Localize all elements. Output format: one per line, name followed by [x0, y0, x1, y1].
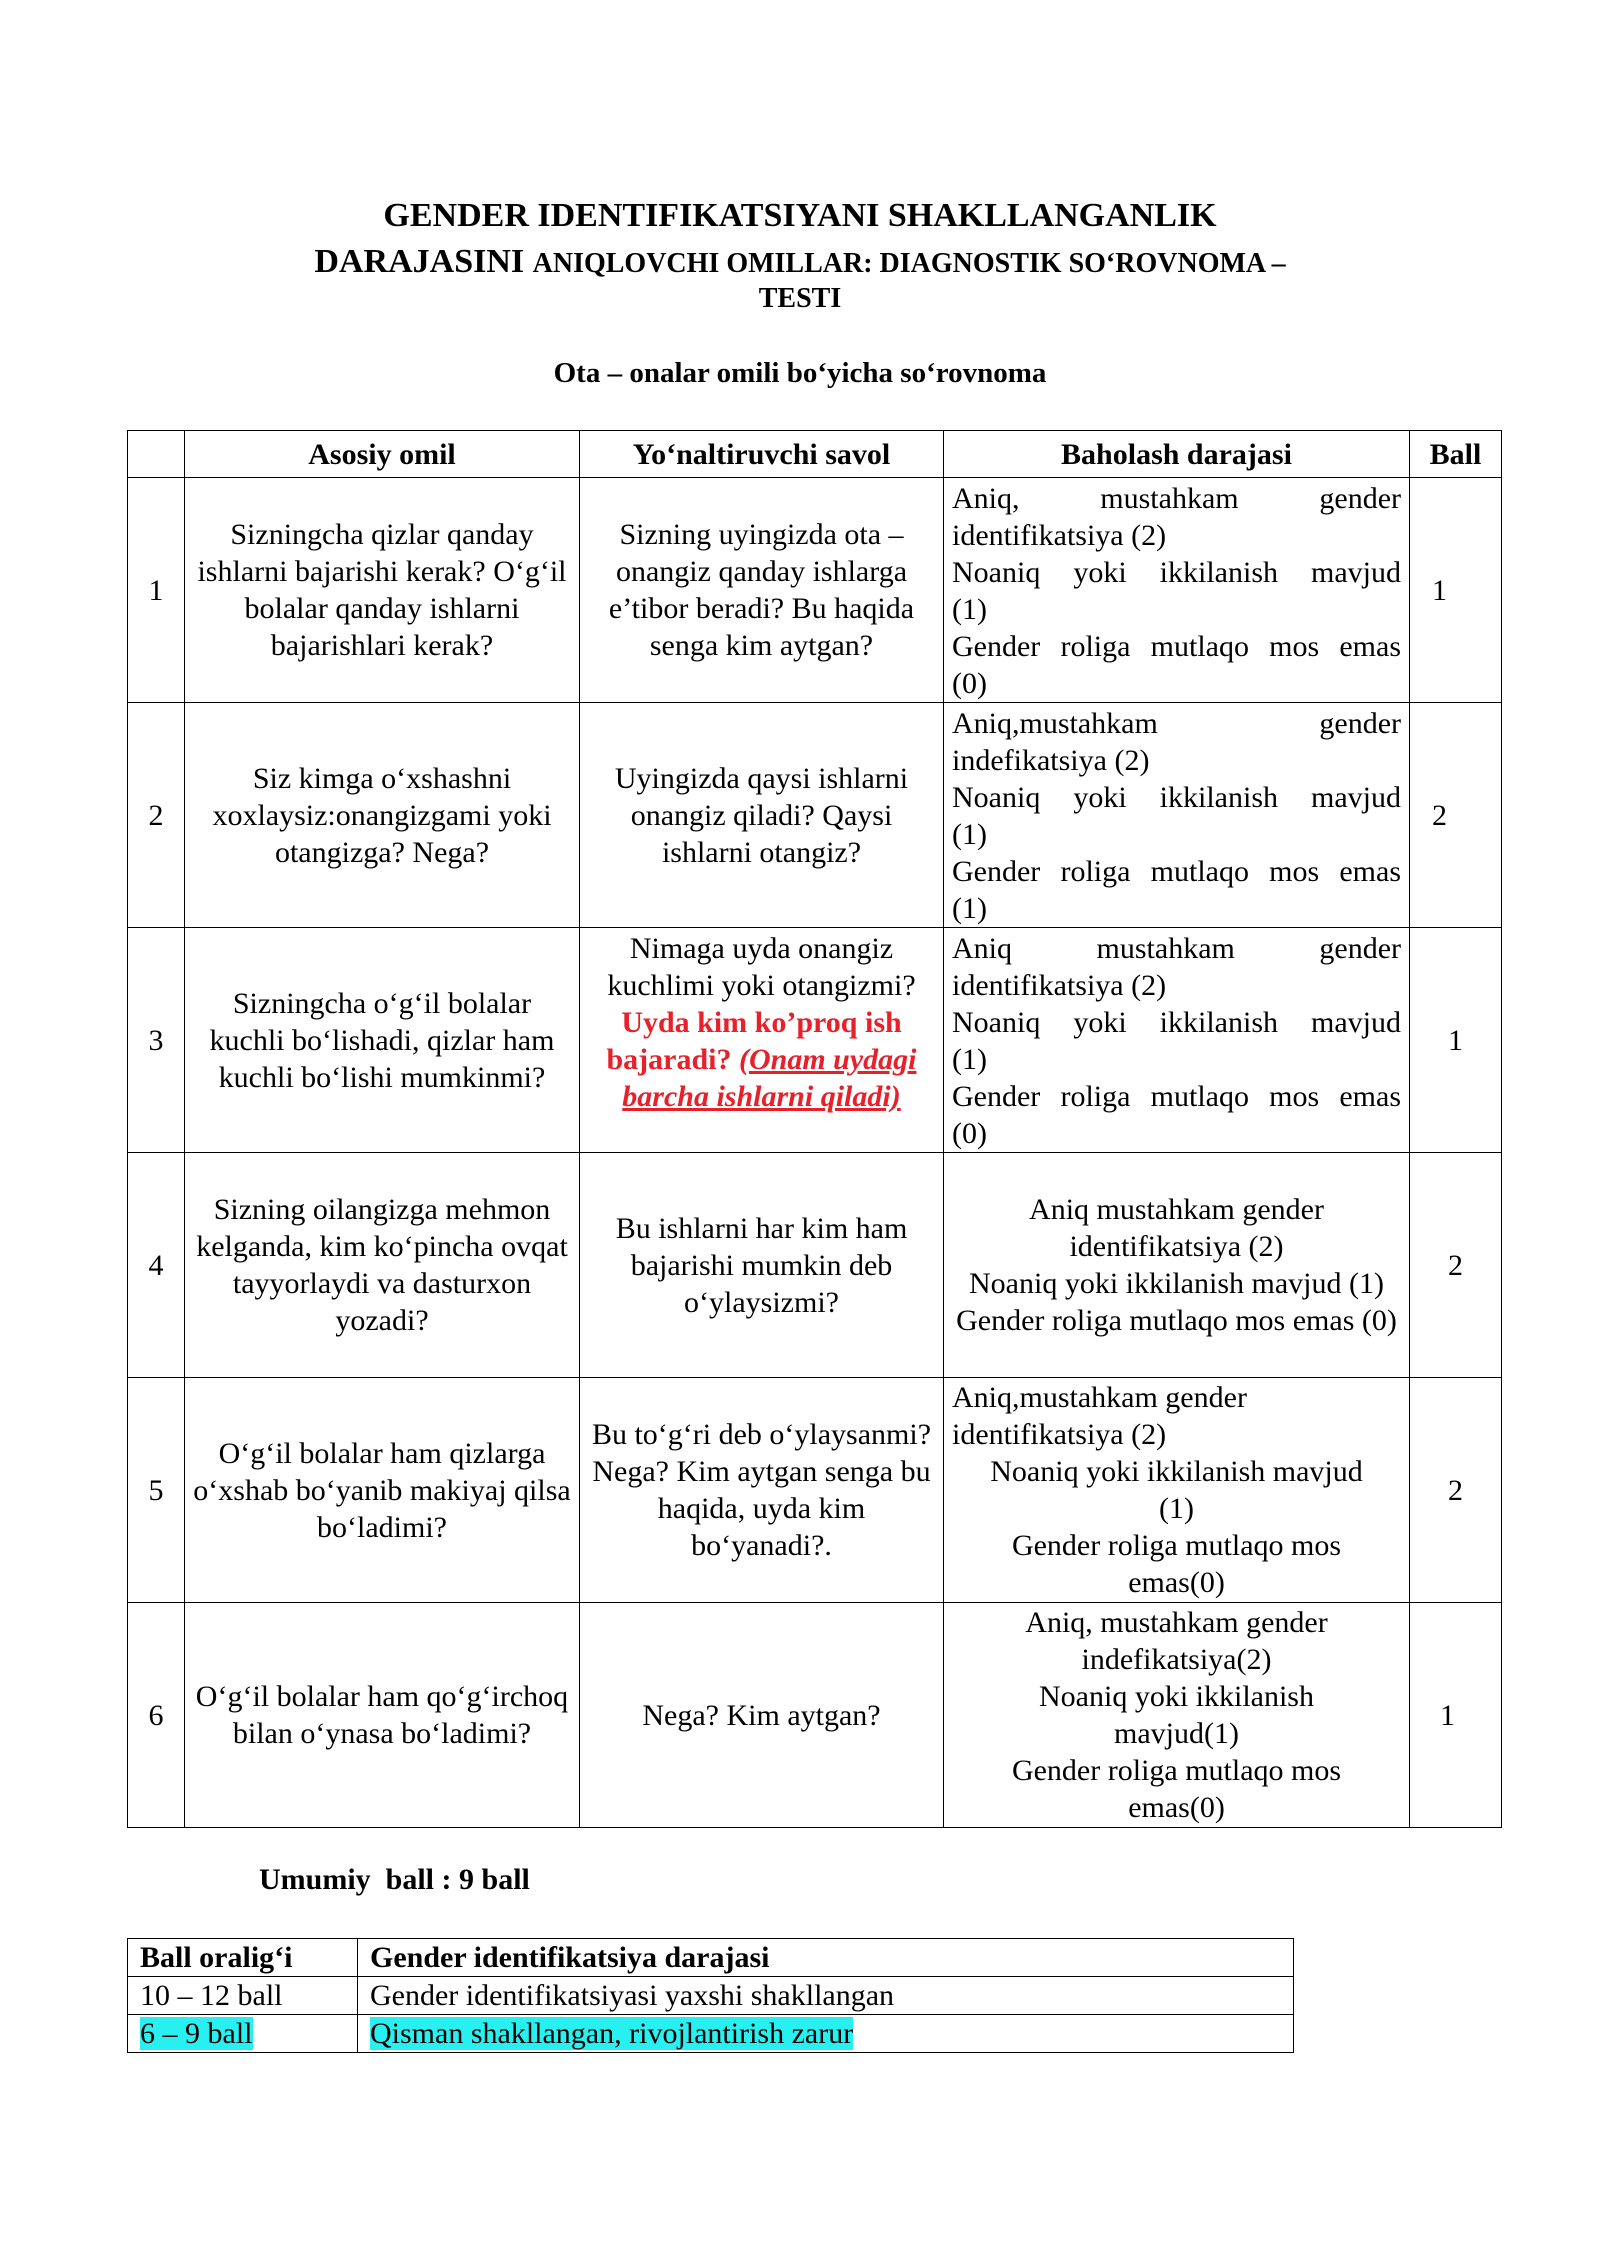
assessment-line: Noaniq yoki ikkilanish mavjud — [990, 1455, 1363, 1488]
row-ball: 1 — [1410, 478, 1502, 703]
table-header-row — [128, 431, 1502, 478]
highlighted-range: 6 – 9 ball — [140, 2016, 253, 2050]
row-question: Uyingizda qaysi ishlarni onangiz qiladi? Qaysi ishlarni otangiz? — [580, 703, 944, 928]
question-text: Nimaga uyda onangiz kuchlimi yoki otangizmi? — [607, 932, 916, 1002]
assessment-line: Gender roliga mutlaqo mos — [1011, 1529, 1342, 1562]
row-question: Bu ishlarni har kim ham bajarishi mumkin deb o‘ylaysizmi? — [580, 1153, 944, 1378]
row-ball: 1 — [1410, 928, 1502, 1153]
assessment-line: Noaniq yoki ikkilanish mavjud — [952, 556, 1401, 589]
score-scale-table — [127, 1938, 1294, 2053]
row-ball: 1 — [1410, 1603, 1502, 1828]
row-number: 5 — [128, 1378, 185, 1603]
row-ball: 2 — [1410, 703, 1502, 928]
scale-header-range: Ball oralig‘i — [128, 1939, 358, 1977]
scale-header-row — [128, 1939, 1294, 1977]
row-ball: 2 — [1410, 1153, 1502, 1378]
question-answer-text: (Onam uydagi barcha ishlarni qiladi) — [622, 1043, 917, 1113]
title-line-3: TESTI — [758, 283, 842, 314]
assessment-line: (0) — [952, 667, 987, 700]
row-assessment — [944, 928, 1410, 1153]
table-row — [128, 928, 1502, 1153]
assessment-line: emas(0) — [1128, 1566, 1225, 1599]
total-score: Umumiy ball : 9 ball — [259, 1863, 530, 1896]
header-num — [128, 431, 185, 478]
header-factor: Asosiy omil — [185, 431, 580, 478]
table-row — [128, 1378, 1502, 1603]
scale-range: 10 – 12 ball — [128, 1977, 358, 2015]
assessment-line: Aniq, mustahkam gender indefikatsiya(2) — [1025, 1606, 1328, 1676]
row-factor: Siz kimga o‘xshashni xoxlaysiz:onangizgami yoki otangizga? Nega? — [185, 703, 580, 928]
header-question: Yo‘naltiruvchi savol — [580, 431, 944, 478]
assessment-line: Gender roliga mutlaqo mos emas — [952, 630, 1401, 663]
table-row — [128, 703, 1502, 928]
assessment-line: Noaniq yoki ikkilanish mavjud — [952, 781, 1401, 814]
row-assessment — [944, 1378, 1410, 1603]
scale-header-level: Gender identifikatsiya darajasi — [358, 1939, 1294, 1977]
assessment-line: (1) — [952, 593, 987, 626]
subtitle: Ota – onalar omili bo‘yicha so‘rovnoma — [553, 357, 1047, 389]
assessment-line: Aniq,mustahkam gender — [952, 1381, 1247, 1414]
row-assessment — [944, 478, 1410, 703]
row-number: 4 — [128, 1153, 185, 1378]
row-question: Nega? Kim aytgan? — [580, 1603, 944, 1828]
row-number: 1 — [128, 478, 185, 703]
assessment-line: Aniq mustahkam gender — [952, 932, 1401, 965]
row-question: Sizning uyingizda ota – onangiz qanday ishlarga e’tibor beradi? Bu haqida senga kim aytgan? — [580, 478, 944, 703]
row-factor: Sizningcha qizlar qanday ishlarni bajarishi kerak? O‘g‘il bolalar qanday ishlarni bajarishlari kerak? — [185, 478, 580, 703]
scale-range — [128, 2015, 358, 2053]
assessment-line: identifikatsiya (2) — [952, 969, 1167, 1002]
title-line-1: GENDER IDENTIFIKATSIYANI SHAKLLANGANLIK — [383, 197, 1217, 234]
assessment-line: (1) — [952, 818, 987, 851]
row-question — [580, 928, 944, 1153]
scale-level: Gender identifikatsiyasi yaxshi shakllangan — [358, 1977, 1294, 2015]
row-number: 6 — [128, 1603, 185, 1828]
row-factor: Sizningcha o‘g‘il bolalar kuchli bo‘lishadi, qizlar ham kuchli bo‘lishi mumkinmi? — [185, 928, 580, 1153]
row-assessment — [944, 703, 1410, 928]
assessment-line: indefikatsiya (2) — [952, 744, 1150, 777]
assessment-line: (0) — [952, 1117, 987, 1150]
assessment-line: (1) — [952, 892, 987, 925]
assessment-line: Gender roliga mutlaqo mos emas (0) — [956, 1304, 1397, 1337]
row-assessment — [944, 1603, 1410, 1828]
assessment-line: (1) — [952, 1043, 987, 1076]
row-assessment — [944, 1153, 1410, 1378]
table-row — [128, 478, 1502, 703]
row-factor: Sizning oilangizga mehmon kelganda, kim ko‘pincha ovqat tayyorlaydi va dasturxon yozadi? — [185, 1153, 580, 1378]
row-factor: O‘g‘il bolalar ham qo‘g‘irchoq bilan o‘ynasa bo‘ladimi? — [185, 1603, 580, 1828]
header-assessment: Baholash darajasi — [944, 431, 1410, 478]
assessment-line: Noaniq yoki ikkilanish mavjud(1) — [1039, 1680, 1314, 1750]
survey-table — [127, 430, 1502, 1828]
assessment-line: identifikatsiya (2) — [952, 519, 1167, 552]
assessment-line: Noaniq yoki ikkilanish mavjud (1) — [969, 1267, 1384, 1300]
assessment-line: Gender roliga mutlaqo mos emas — [952, 1080, 1401, 1113]
assessment-line: Noaniq yoki ikkilanish mavjud — [952, 1006, 1401, 1039]
assessment-line: Gender roliga mutlaqo mos emas(0) — [1011, 1754, 1342, 1824]
question-red-text: Uyda kim ko’proq ish bajaradi? — [606, 1006, 902, 1076]
row-number: 3 — [128, 928, 185, 1153]
assessment-line: Aniq mustahkam gender identifikatsiya (2) — [1029, 1193, 1324, 1263]
title-line-2-small: ANIQLOVCHI OMILLAR: DIAGNOSTIK SO‘ROVNOMA – — [532, 248, 1286, 279]
table-row — [128, 1153, 1502, 1378]
assessment-line: Aniq,mustahkam gender — [952, 707, 1401, 740]
row-factor: O‘g‘il bolalar ham qizlarga o‘xshab bo‘yanib makiyaj qilsa bo‘ladimi? — [185, 1378, 580, 1603]
assessment-line: Gender roliga mutlaqo mos emas — [952, 855, 1401, 888]
table-row — [128, 1603, 1502, 1828]
scale-level — [358, 2015, 1294, 2053]
scale-row — [128, 1977, 1294, 2015]
highlighted-level: Qisman shakllangan, rivojlantirish zarur — [370, 2016, 854, 2050]
row-ball: 2 — [1410, 1378, 1502, 1603]
assessment-line: identifikatsiya (2) — [952, 1418, 1167, 1451]
row-number: 2 — [128, 703, 185, 928]
scale-row-highlighted — [128, 2015, 1294, 2053]
assessment-line: Aniq, mustahkam gender — [952, 482, 1401, 515]
title-line-2-big: DARAJASINI — [314, 243, 525, 280]
header-ball: Ball — [1410, 431, 1502, 478]
assessment-line: (1) — [1159, 1492, 1194, 1525]
row-question: Bu to‘g‘ri deb o‘ylaysanmi? Nega? Kim aytgan senga bu haqida, uyda kim bo‘yanadi?. — [580, 1378, 944, 1603]
